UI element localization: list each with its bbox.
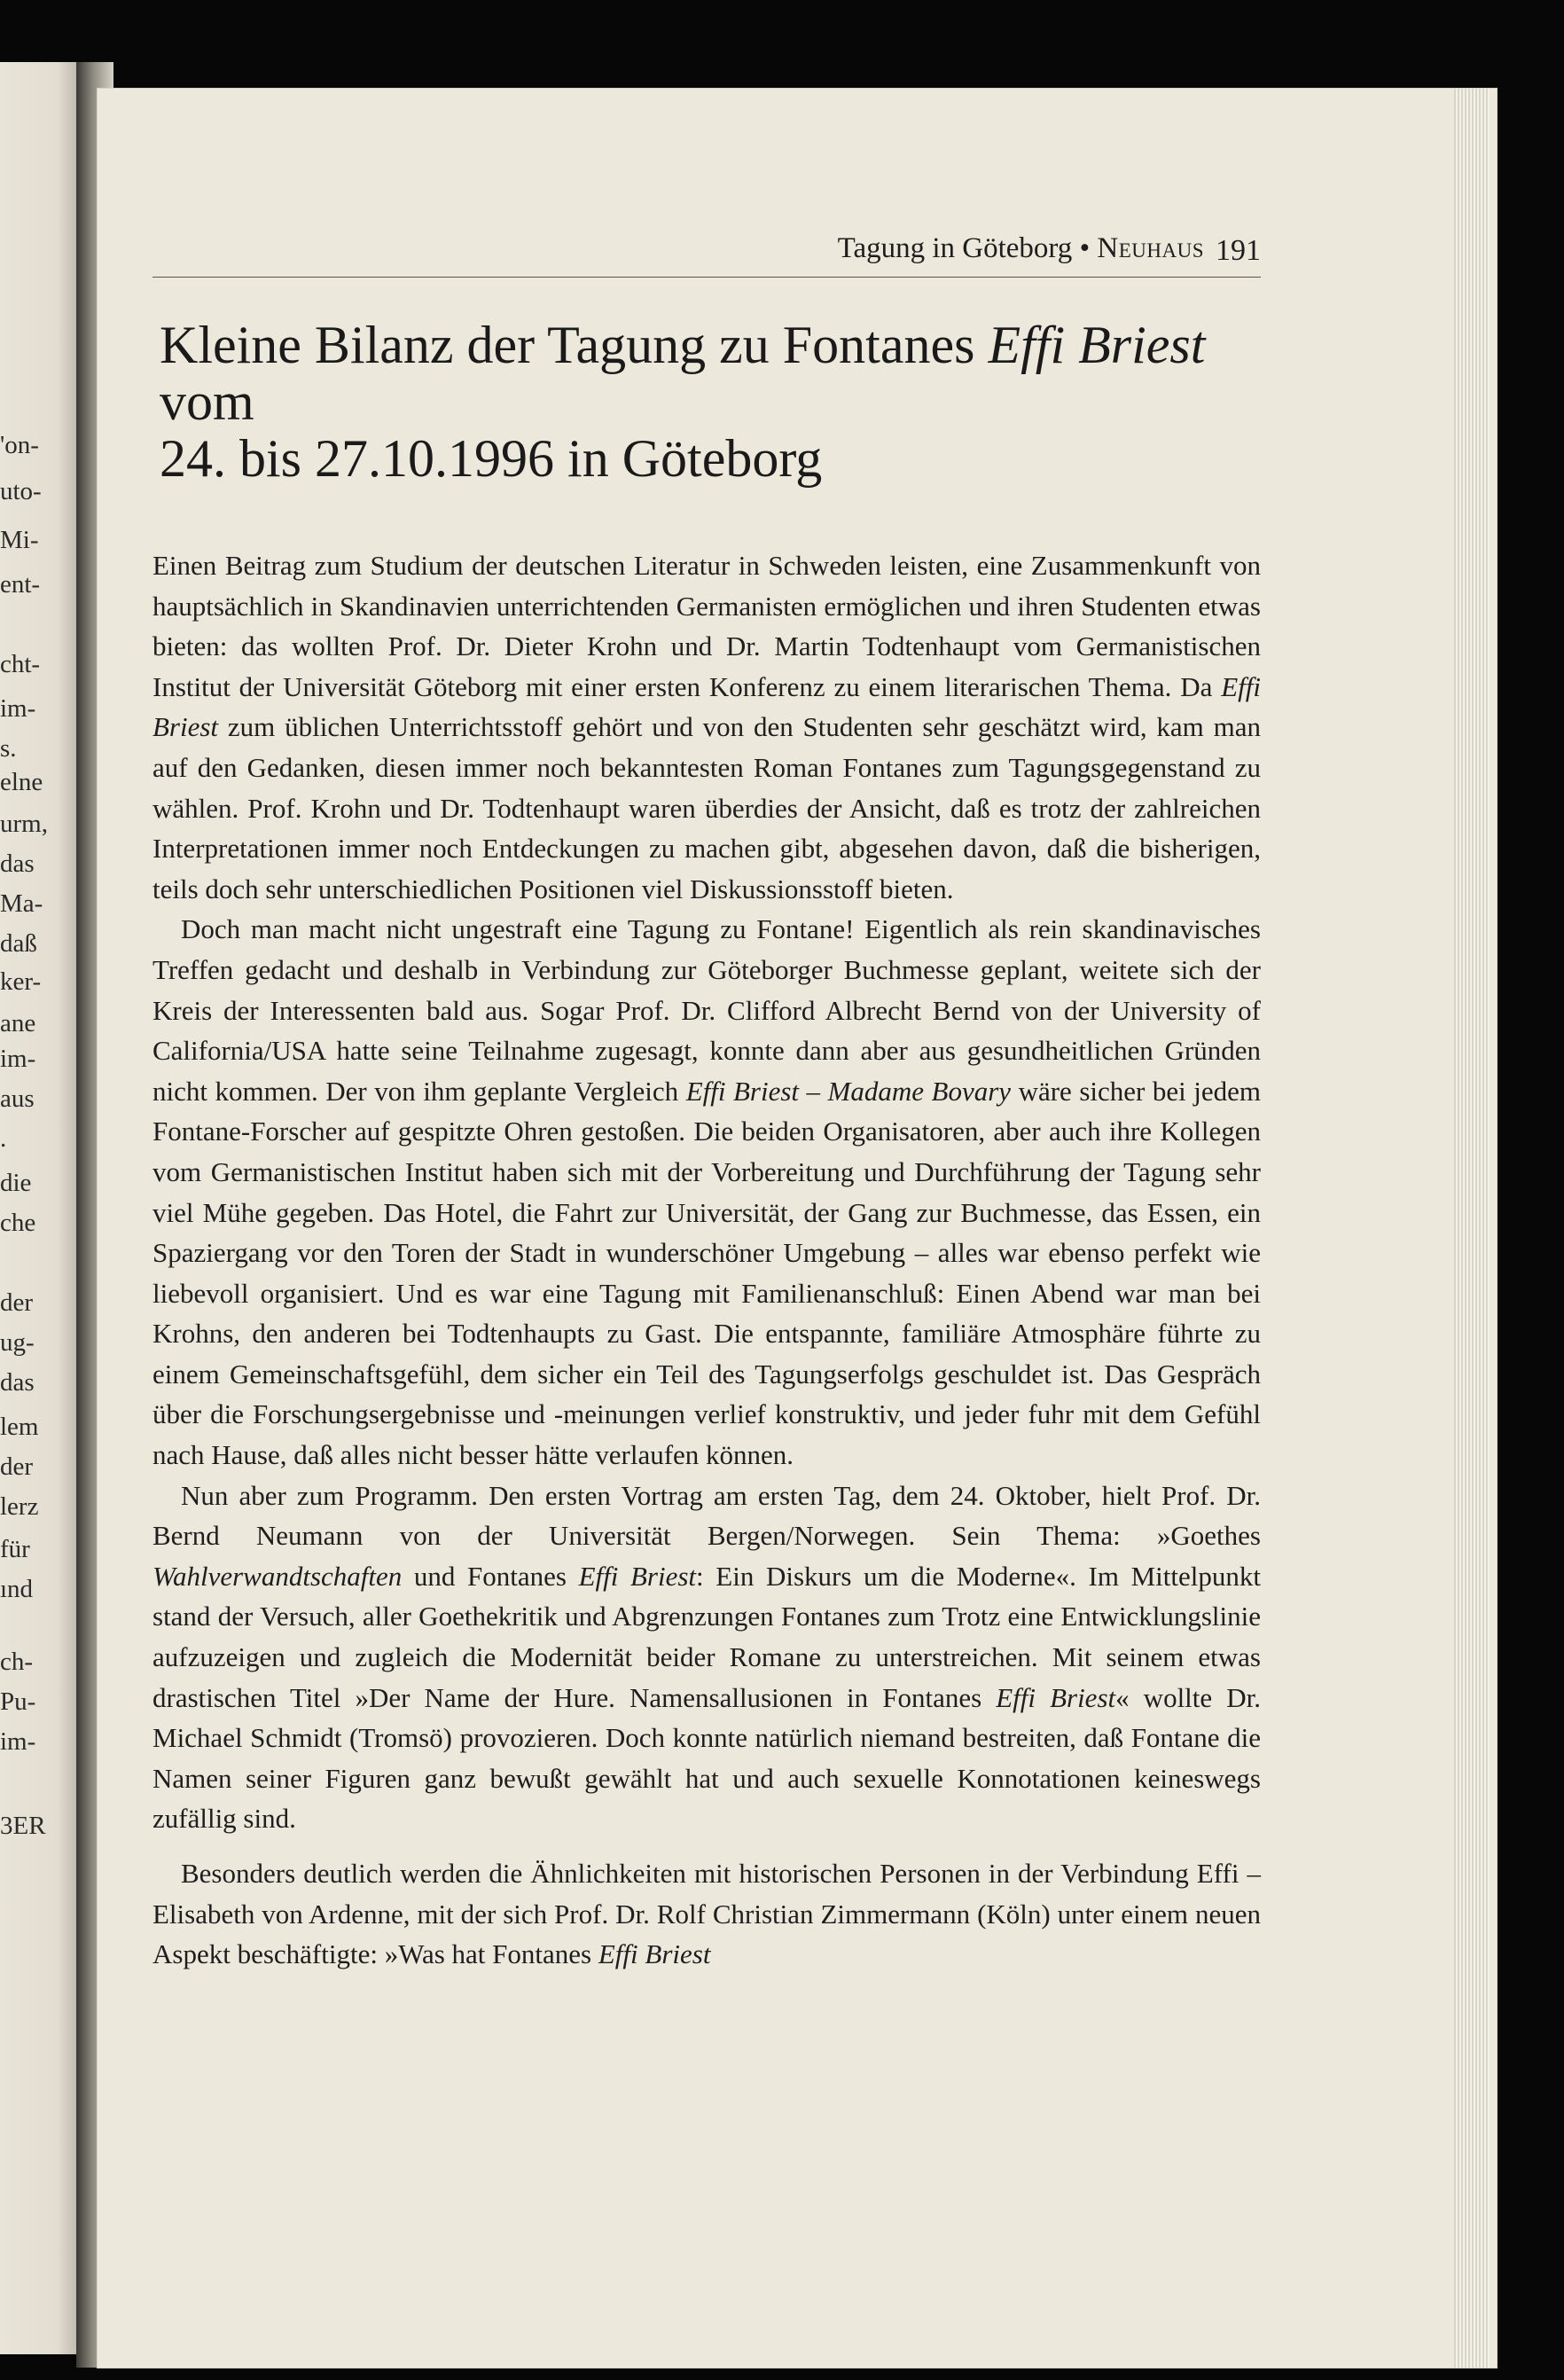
left-page-fragment: Ma-: [0, 889, 43, 918]
paragraph-text: : Ein Diskurs um die Moderne«. Im Mittelpunkt stand der Versuch, aller Goethekritik und Abgrenzungen Fontanes zum Trotz eine Entwicklungslinie aufzuzeigen und zugleich die Modernität beider Romane zu unterstreichen. Mit seinem etwas drastischen Titel »Der Name der Hure. Namensallusionen in Fontanes: [152, 1560, 1261, 1713]
left-page-fragment: ch-: [0, 1648, 34, 1676]
title-text: Kleine Bilanz der Tagung zu Fontanes: [160, 316, 989, 374]
italic-title: Effi Briest: [152, 670, 1261, 743]
left-page-edge: [0, 62, 82, 2354]
left-page-fragment: elne: [0, 768, 43, 796]
paragraph-text: zum üblichen Unterrichtsstoff gehört und von den Studenten sehr geschätzt wird, kam man auf den Gedanken, diesen immer noch bekanntesten Roman Fontanes zum Tagungsgegenstand zu wählen. Prof. Krohn und Dr. Todtenhaupt waren überdies der Ansicht, daß es trotz der zahlreichen Interpretationen immer noch Entdeckungen zu machen gibt, abgesehen davon, daß die bisherigen, teils doch sehr unterschiedlichen Positionen viel Diskussionsstoff bieten.: [152, 711, 1261, 904]
page-edge: [1454, 89, 1490, 2368]
left-page-fragment: s.: [0, 734, 17, 763]
left-page-fragment: .: [0, 1124, 7, 1153]
article-body: [152, 545, 1261, 1975]
paragraph-4: [152, 1853, 1261, 1975]
left-page-fragment: die: [0, 1169, 32, 1197]
left-page-fragment: ug-: [0, 1328, 35, 1357]
running-header: [152, 223, 1261, 278]
left-page-fragment: Mi-: [0, 526, 39, 554]
paragraph-2: [152, 909, 1261, 1475]
page-number: 191: [1216, 234, 1261, 267]
left-page-fragment: für: [0, 1535, 30, 1563]
left-page-fragment: 3ER: [0, 1812, 46, 1840]
left-page-fragment: lem: [0, 1413, 39, 1441]
paragraph-text: und Fontanes: [402, 1560, 579, 1592]
left-page-fragment: cht-: [0, 650, 41, 678]
left-page-fragment: ker-: [0, 967, 42, 996]
left-page-fragment: ent-: [0, 570, 41, 599]
paragraph-text: Besonders deutlich werden die Ähnlichkeiten mit historischen Personen in der Verbindung Effi – Elisabeth von Ardenne, mit der sich Prof. Dr. Rolf Christian Zimmermann (Köln) unter einem neuen Aspekt beschäftigte: »Was hat Fontanes: [152, 1858, 1261, 1970]
paragraph-3: [152, 1476, 1261, 1839]
running-head-separator: •: [1079, 232, 1091, 264]
left-page-fragment: urm,: [0, 810, 48, 838]
left-page-fragment: das: [0, 849, 35, 878]
left-page-fragment: 'on-: [0, 431, 39, 459]
paragraph-text: Nun aber zum Programm. Den ersten Vortrag am ersten Tag, dem 24. Oktober, hielt Prof. Dr. Bernd Neumann von der Universität Bergen/Norwegen. Sein Thema: »Goethes: [152, 1479, 1261, 1552]
paragraph-text: « wollte Dr. Michael Schmidt (Tromsö) provozieren. Doch konnte natürlich niemand bestreiten, daß Fontane die Namen seiner Figuren ganz bewußt gewählt hat und auch sexuelle Konnotationen keineswegs zufällig sind.: [152, 1681, 1261, 1835]
left-page-fragment: der: [0, 1452, 34, 1481]
paragraph-text: Einen Beitrag zum Studium der deutschen Literatur in Schweden leisten, eine Zusammenkunft von hauptsächlich in Skandinavien unterrichtenden Germanisten ermöglichen und ihren Studenten etwas bieten: das wollten Prof. Dr. Dieter Krohn und Dr. Martin Todtenhaupt vom Germanistischen Institut der Universität Göteborg mit einer ersten Konferenz zu einem literarischen Thema. Da: [152, 550, 1261, 702]
article-title: [160, 317, 1261, 487]
paragraph-text: wäre sicher bei jedem Fontane-Forscher auf gespitzte Ohren gestoßen. Die beiden Organisatoren, aber auch ihre Kollegen vom Germanistischen Institut haben sich mit der Vorbereitung und Durchführung der Tagung sehr viel Mühe gegeben. Das Hotel, die Fahrt zur Universität, der Gang zur Buchmesse, das Essen, ein Spaziergang vor den Toren der Stadt in wunderschöner Umgebung – alles war ebenso perfekt wie liebevoll organisiert. Und es war eine Tagung mit Familienanschluß: Einen Abend war man bei Krohns, den anderen bei Todtenhaupts zu Gast. Die entspannte, familiäre Atmosphäre führte zu einem Gemeinschaftsgefühl, dem sicher ein Teil des Tagungserfolgs geschuldet ist. Das Gespräch über die Forschungsergebnisse und -meinungen verlief konstruktiv, und jeder fuhr mit dem Gefühl nach Hause, daß alles nicht besser hätte verlaufen können.: [152, 1075, 1261, 1471]
left-page-fragment: uto-: [0, 477, 42, 505]
title-dates: 24. bis 27.10.1996 in Göteborg: [160, 429, 823, 488]
running-head-title: Tagung in Göteborg: [837, 232, 1073, 264]
running-head: [838, 232, 1204, 265]
italic-title: Wahlverwandtschaften: [152, 1560, 403, 1592]
left-page-fragment: daß: [0, 929, 37, 958]
italic-title: Effi Briest: [578, 1560, 697, 1592]
left-page-fragment: lerz: [0, 1492, 39, 1521]
running-head-author: Neuhaus: [1097, 232, 1204, 264]
page-content: [152, 223, 1261, 1975]
left-page-fragment: das: [0, 1368, 35, 1397]
left-page-fragment: im-: [0, 1727, 36, 1756]
left-page-fragment: der: [0, 1288, 34, 1317]
italic-title: Effi Briest: [598, 1938, 711, 1970]
left-page-fragment: ane: [0, 1009, 36, 1037]
italic-title: Effi Briest: [996, 1681, 1116, 1713]
title-text-end: vom: [160, 372, 254, 431]
left-page-fragment: che: [0, 1209, 36, 1237]
title-italic: Effi Briest: [988, 316, 1206, 374]
left-page-fragment: ınd: [0, 1575, 34, 1603]
left-page-fragment: im-: [0, 694, 36, 723]
left-page-fragment: im-: [0, 1045, 36, 1073]
paragraph-text: Doch man macht nicht ungestraft eine Tagung zu Fontane! Eigentlich als rein skandinavisches Treffen gedacht und deshalb in Verbindung zur Göteborger Buchmesse geplant, weitete sich der Kreis der Interessenten bald aus. Sogar Prof. Dr. Clifford Albrecht Bernd von der University of California/USA hatte seine Teilnahme zugesagt, konnte dann aber aus gesundheitlichen Gründen nicht kommen. Der von ihm geplante Vergleich: [152, 913, 1261, 1107]
paragraph-1: [152, 545, 1261, 909]
left-page-fragment: Pu-: [0, 1687, 36, 1716]
italic-title: Effi Briest – Madame Bovary: [685, 1075, 1012, 1107]
left-page-fragment: aus: [0, 1084, 35, 1113]
